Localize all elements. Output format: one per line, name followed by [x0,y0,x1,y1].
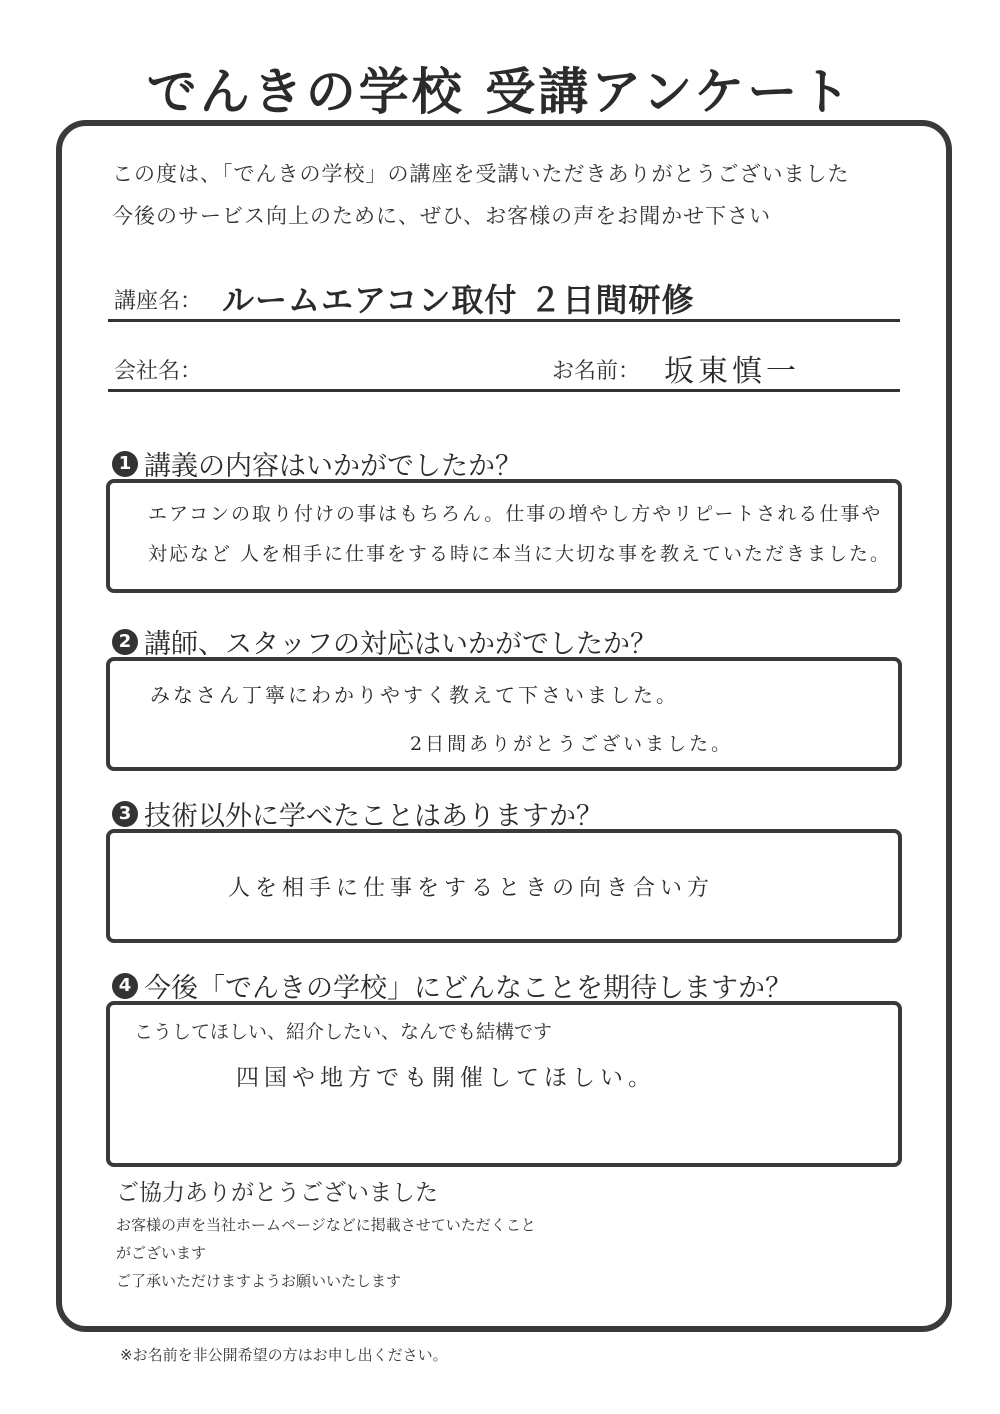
survey-title: でんきの学校 受講アンケート [146,63,854,121]
name-value: 坂東慎一 [664,354,800,389]
privacy-footnote: ※お名前を非公開希望の方はお申し出ください。 [120,1346,448,1364]
question-4-hint: こうしてほしい、紹介したい、なんでも結構です [134,1021,553,1043]
question-3-heading [112,794,603,833]
closing-note-1: お客様の声を当社ホームページなどに掲載させていただくこと [116,1216,536,1234]
answer-1-line-1: エアコンの取り付けの事はもちろん。仕事の増やし方やリピートされる仕事や [148,503,883,525]
answer-box-3 [106,829,902,943]
question-4-number-badge: 4 [112,973,138,999]
answer-1-line-2: 対応など 人を相手に仕事をする時に本当に大切な事を教えていただきました。 [148,543,892,565]
answer-2-line-2: 2日間ありがとうございました。 [410,733,734,755]
question-1-text: 講義の内容はいかがでしたか？ [144,451,522,482]
question-2-heading [112,622,657,661]
answer-2-line-1: みなさん丁寧にわかりやすく教えて下さいました。 [150,683,679,707]
answer-box-2 [106,657,902,771]
question-2-number-badge: 2 [112,629,138,655]
course-name: ルームエアコン取付 ２日間研修 [222,281,695,319]
closing-note-3: ご了承いただけますようお願いいたします [116,1272,402,1290]
answer-box-1 [106,479,902,593]
question-4-heading [112,966,792,1005]
intro-line-1: この度は、「でんきの学校」の講座を受講いただきありがとうございました [112,162,850,186]
question-3-text: 技術以外に学べたことはありますか？ [144,801,603,832]
question-1-heading [112,444,522,483]
closing-thanks: ご協力ありがとうございました [116,1180,438,1206]
answer-3-line-1: 人を相手に仕事をするときの向き合い方 [228,876,715,901]
intro-line-2: 今後のサービス向上のために、ぜひ、お客様の声をお聞かせ下さい [112,204,772,228]
course-label: 講座名： [114,289,203,314]
question-1-number-badge: 1 [112,451,138,477]
name-label: お名前： [552,359,641,384]
question-4-text: 今後「でんきの学校」にどんなことを期待しますか？ [144,973,792,1004]
name-underline [108,389,900,392]
answer-box-4 [106,1001,902,1167]
answer-4-line-1: 四国や地方でも開催してほしい。 [236,1065,656,1091]
course-underline [108,319,900,322]
question-3-number-badge: 3 [112,801,138,827]
question-2-text: 講師、スタッフの対応はいかがでしたか？ [144,629,657,660]
company-label: 会社名： [114,359,203,384]
closing-note-2: がございます [116,1244,207,1262]
